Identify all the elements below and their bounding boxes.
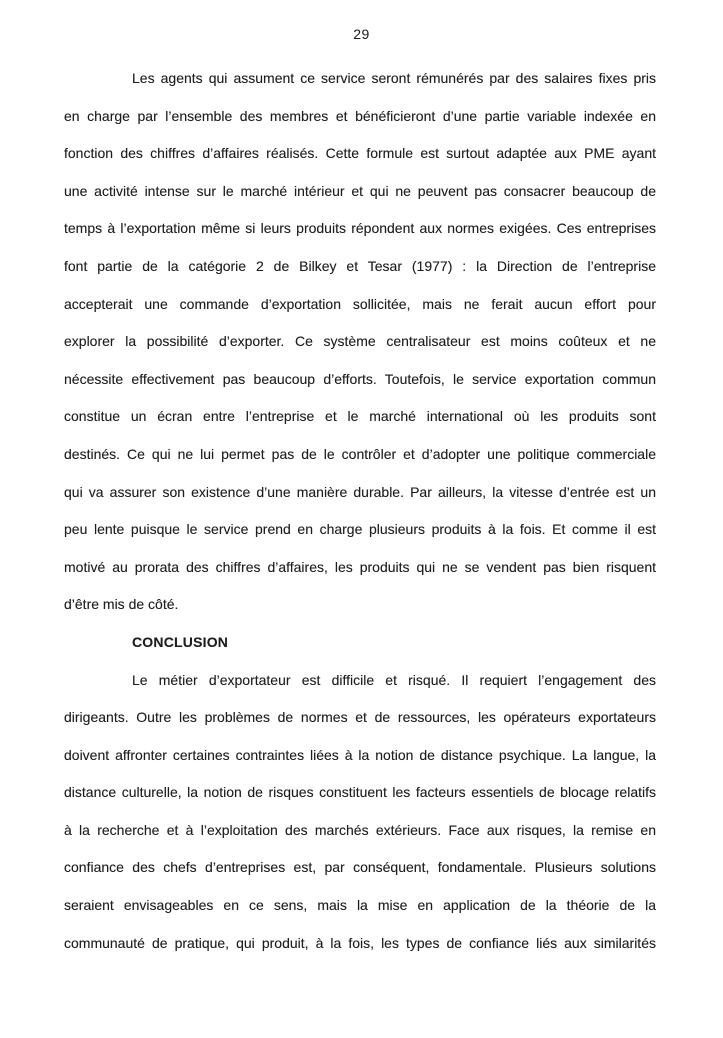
text-line: distance culturelle, la notion de risques constituent les facteurs essentiels de blocage relatifs [64,784,656,801]
text-line: font partie de la catégorie 2 de Bilkey et Tesar (1977) : la Direction de l’entreprise [64,257,656,274]
section-heading-conclusion: CONCLUSION [132,633,229,650]
text-line: motivé au prorata des chiffres d’affaires, les produits qui ne se vendent pas bien risquent [64,558,656,575]
page-number: 29 [353,26,370,42]
text-line: constitue un écran entre l’entreprise et le marché international où les produits sont [64,408,656,425]
text-line: Le métier d’exportateur est difficile et risqué. Il requiert l’engagement des [132,671,656,688]
text-line: explorer la possibilité d’exporter. Ce système centralisateur est moins coûteux et ne [64,333,656,350]
text-line: communauté de pratique, qui produit, à la fois, les types de confiance liés aux similarités [64,934,656,951]
text-line: en charge par l’ensemble des membres et bénéficieront d’une partie variable indexée en [64,107,656,124]
text-line: accepterait une commande d’exportation sollicitée, mais ne ferait aucun effort pour [64,295,656,312]
text-line: fonction des chiffres d’affaires réalisés. Cette formule est surtout adaptée aux PME ayant [64,145,656,162]
text-line: une activité intense sur le marché intérieur et qui ne peuvent pas consacrer beaucoup de [64,182,656,199]
text-line: temps à l’exportation même si leurs produits répondent aux normes exigées. Ces entreprises [64,220,656,237]
text-line: qui va assurer son existence d’une manière durable. Par ailleurs, la vitesse d’entrée est un [64,483,656,500]
text-line: destinés. Ce qui ne lui permet pas de le contrôler et d’adopter une politique commerciale [64,445,656,462]
text-line: doivent affronter certaines contraintes liées à la notion de distance psychique. La langue, la [64,746,656,763]
text-line: d’être mis de côté. [64,596,179,613]
text-line: peu lente puisque le service prend en charge plusieurs produits à la fois. Et comme il est [64,521,656,538]
document-body [64,60,656,962]
text-line: dirigeants. Outre les problèmes de normes et de ressources, les opérateurs exportateurs [64,709,656,726]
text-line: seraient envisageables en ce sens, mais la mise en application de la théorie de la [64,897,656,914]
text-line: confiance des chefs d’entreprises est, par conséquent, fondamentale. Plusieurs solutions [64,859,656,876]
text-line: Les agents qui assument ce service seront rémunérés par des salaires fixes pris [132,70,656,86]
text-line: à la recherche et à l’exploitation des marchés extérieurs. Face aux risques, la remise en [64,821,656,838]
text-line: nécessite effectivement pas beaucoup d’efforts. Toutefois, le service exportation commun [64,370,656,387]
